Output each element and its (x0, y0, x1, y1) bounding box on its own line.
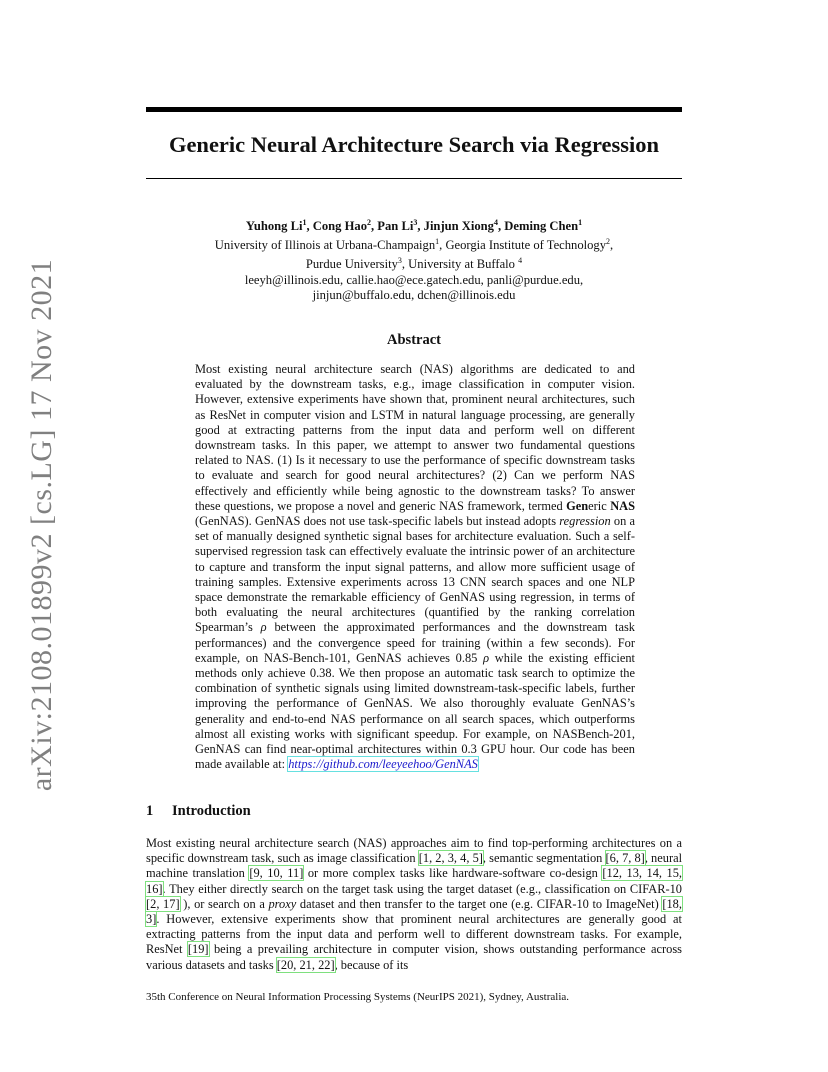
intro-italic: proxy (268, 896, 297, 911)
affiliation-mark: 2 (606, 237, 611, 247)
author-name: , Jinjun Xiong (417, 219, 494, 234)
rho-symbol: ρ (260, 620, 267, 635)
affiliations-line-2 (146, 253, 682, 272)
author-name: , Deming Chen (497, 219, 579, 234)
affiliation-mark: 4 (518, 256, 523, 266)
intro-text: dataset and then transfer to the target one (e.g. CIFAR-10 to ImageNet) (296, 896, 663, 911)
citation-link[interactable]: [9, 10, 11] (249, 866, 304, 881)
intro-text: , because of its (334, 957, 409, 972)
intro-text: , neural machine translation (146, 851, 683, 881)
affiliation-mark: 3 (397, 256, 402, 266)
section-heading-introduction (146, 801, 682, 821)
intro-text: or more complex tasks like hardware-software co-design (303, 866, 603, 881)
citation-link[interactable]: [18, 3] (146, 896, 682, 927)
intro-text: Most existing neural architecture search (NAS) approaches aim to find top-performing architectures on a specific downstream task, such as image classification (146, 836, 682, 866)
affiliation-mark: 1 (578, 218, 583, 227)
intro-text: . However, extensive experiments show that prominent neural architectures are generally good at extracting patterns from the input data and perform well to different downstream tasks. For example, ResNet (146, 912, 682, 957)
abstract-text: (GenNAS). GenNAS does not use task-specific labels but instead adopts (195, 514, 560, 529)
affiliation-punct: , (610, 238, 614, 253)
citation-link[interactable]: [2, 17] (146, 896, 180, 911)
affiliation-mark: 4 (493, 218, 498, 227)
abstract-text: eric (588, 498, 611, 513)
intro-text: . They either directly search on the target task using the target dataset (e.g., classification on CIFAR-10 (162, 881, 682, 896)
abstract-emphasis: NAS (610, 498, 635, 513)
citation-link[interactable]: [1, 2, 3, 4, 5] (418, 851, 483, 866)
affiliation-mark: 2 (367, 218, 371, 227)
abstract-text: Most existing neural architecture search (NAS) algorithms are dedicated to and evaluated by the downstream tasks, e.g., image classification in computer vision. However, extensive experiments have shown that, prominent neural architectures, such as ResNet in computer vision and LSTM in natural language processing, are generally good at extracting patterns from the input data and perform well on different downstream tasks. In this paper, we attempt to answer two fundamental questions related to NAS. (1) Is it necessary to use the performance of specific downstream tasks to evaluate and search for good neural architectures? (2) Can we perform NAS effectively and efficiently while being agnostic to the downstream tasks? To answer these questions, we propose a novel and generic NAS framework, termed (195, 362, 635, 513)
introduction-body (146, 836, 682, 973)
abstract-text: on a set of manually designed synthetic signal bases for architecture evaluation. Such a self-supervised regression task can effectively evaluate the intrinsic power of an architecture to capture and transform the input signal patterns, and allow more sufficient usage of training samples. Extensive experiments across 13 CNN search spaces and one NLP space demonstrate the remarkable efficiency of GenNAS using regression, in terms of both evaluating the neural architectures (quantified by the ranking correlation Spearman’s (195, 514, 635, 635)
author-name: Yuhong Li (245, 219, 303, 234)
title-rule-bottom (146, 178, 682, 179)
emails-line-2: jinjun@buffalo.edu, dchen@illinois.edu (312, 287, 516, 302)
intro-text: being a prevailing architecture in computer vision, shows outstanding performance across various datasets and tasks (146, 942, 682, 972)
emails-line-1: leeyh@illinois.edu, callie.hao@ece.gatech.edu, panli@purdue.edu, (244, 272, 584, 287)
abstract-paragraph (195, 362, 635, 772)
affiliation-mark: 1 (302, 218, 307, 227)
rho-symbol: ρ (483, 650, 490, 665)
code-link[interactable]: https://github.com/leeyeehoo/GenNAS (288, 757, 478, 772)
affiliation-mark: 3 (413, 218, 418, 227)
title-rule-top (146, 107, 682, 112)
affiliation-mark: 1 (435, 237, 440, 247)
abstract-body (195, 362, 635, 772)
abstract-italic: regression (559, 514, 611, 529)
author-names (146, 215, 682, 234)
citation-link[interactable]: [12, 13, 14, 15, 16] (146, 866, 683, 896)
section-number: 1 (146, 803, 154, 819)
intro-text: ), or search on a (179, 896, 269, 911)
arxiv-identifier (18, 258, 66, 792)
abstract-text: between the approximated performances and the downstream task performances) and the convergence speed for training (within a few seconds). For example, on NAS-Bench-101, GenNAS achieves 0.85 (195, 620, 636, 665)
affiliation: University of Illinois at Urbana-Champaign (214, 238, 436, 253)
citation-link[interactable]: [19] (187, 942, 209, 957)
paper-title: Generic Neural Architecture Search via Regression (168, 132, 660, 157)
author-name: , Cong Hao (306, 219, 367, 234)
abstract-emphasis: Gen (566, 498, 589, 513)
affiliation: , University at Buffalo (401, 257, 519, 272)
affiliations-line-1 (146, 234, 682, 253)
intro-paragraph (146, 836, 682, 973)
citation-link[interactable]: [20, 21, 22] (276, 957, 335, 972)
section-title: Introduction (172, 803, 251, 819)
intro-text: , semantic segmentation (482, 851, 606, 866)
author-block (146, 215, 682, 303)
conference-footnote: 35th Conference on Neural Information Processing Systems (NeurIPS 2021), Sydney, Australia. (146, 991, 570, 1003)
affiliation: , Georgia Institute of Technology (439, 238, 607, 253)
affiliation: Purdue University (305, 257, 398, 272)
citation-link[interactable]: [6, 7, 8] (605, 851, 645, 866)
arxiv-identifier-text: arXiv:2108.01899v2 [cs.LG] 17 Nov 2021 (25, 258, 58, 792)
author-name: , Pan Li (371, 219, 414, 234)
abstract-heading: Abstract (387, 332, 441, 348)
abstract-text: while the existing efficient methods only achieve 0.38. We then propose an automatic task search to optimize the combination of synthetic signals using limited downstream-task-specific labels, further improving the performance of GenNAS. We also thoroughly evaluate GenNAS’s generality and end-to-end NAS performance on all search spaces, which outperforms almost all existing works with significant speedup. For example, on NASBench-201, GenNAS can find near-optimal architectures within 0.3 GPU hour. Our code has been made available at: (195, 650, 635, 772)
